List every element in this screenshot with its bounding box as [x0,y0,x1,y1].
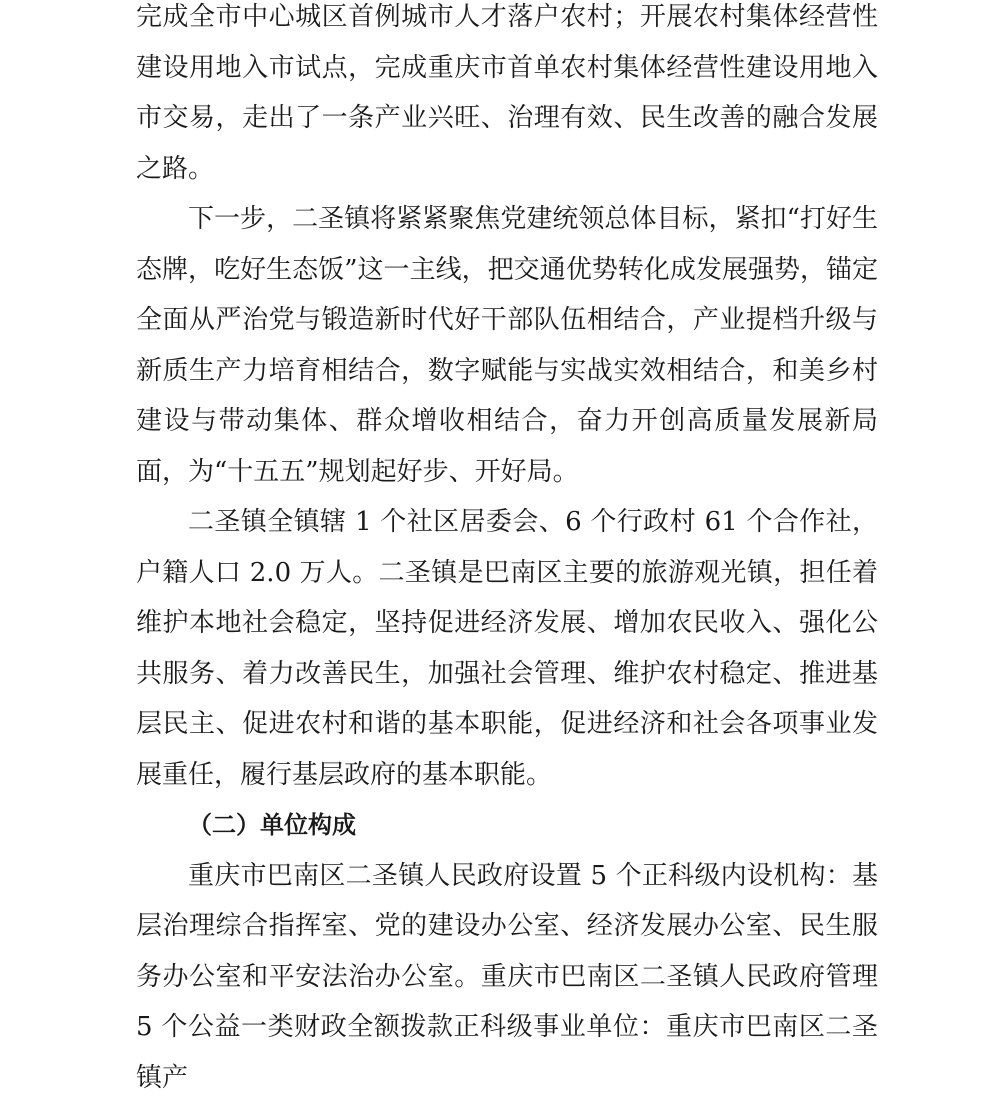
paragraph-continuation: 完成全市中心城区首例城市人才落户农村；开展农村集体经营性建设用地入市试点，完成重庆市首单农村集体经营性建设用地入市交易，走出了一条产业兴旺、治理有效、民生改善的融合发展之路。 [136,0,878,194]
paragraph-unit-composition: 重庆市巴南区二圣镇人民政府设置 5 个正科级内设机构：基层治理综合指挥室、党的建设办公室、经济发展办公室、民生服务办公室和平安法治办公室。重庆市巴南区二圣镇人民政府管理 5 个公益一类财政全额拨款正科级事业单位：重庆市巴南区二圣镇产 [136,851,878,1103]
paragraph-next-steps: 下一步，二圣镇将紧紧聚焦党建统领总体目标，紧扣“打好生态牌，吃好生态饭”这一主线，把交通优势转化成发展强势，锚定全面从严治党与锻造新时代好干部队伍相结合，产业提档升级与新质生产力培育相结合，数字赋能与实战实效相结合，和美乡村建设与带动集体、群众增收相结合，奋力开创高质量发展新局面，为“十五五”规划起好步、开好局。 [136,194,878,497]
paragraph-town-overview: 二圣镇全镇辖 1 个社区居委会、6 个行政村 61 个合作社，户籍人口 2.0 万人。二圣镇是巴南区主要的旅游观光镇，担任着维护本地社会稳定，坚持促进经济发展、增加农民收入、强化公共服务、着力改善民生，加强社会管理、维护农村稳定、推进基层民主、促进农村和谐的基本职能，促进经济和社会各项事业发展重任，履行基层政府的基本职能。 [136,497,878,800]
section-heading-unit-composition: （二）单位构成 [136,800,878,851]
document-page [136,0,878,1103]
